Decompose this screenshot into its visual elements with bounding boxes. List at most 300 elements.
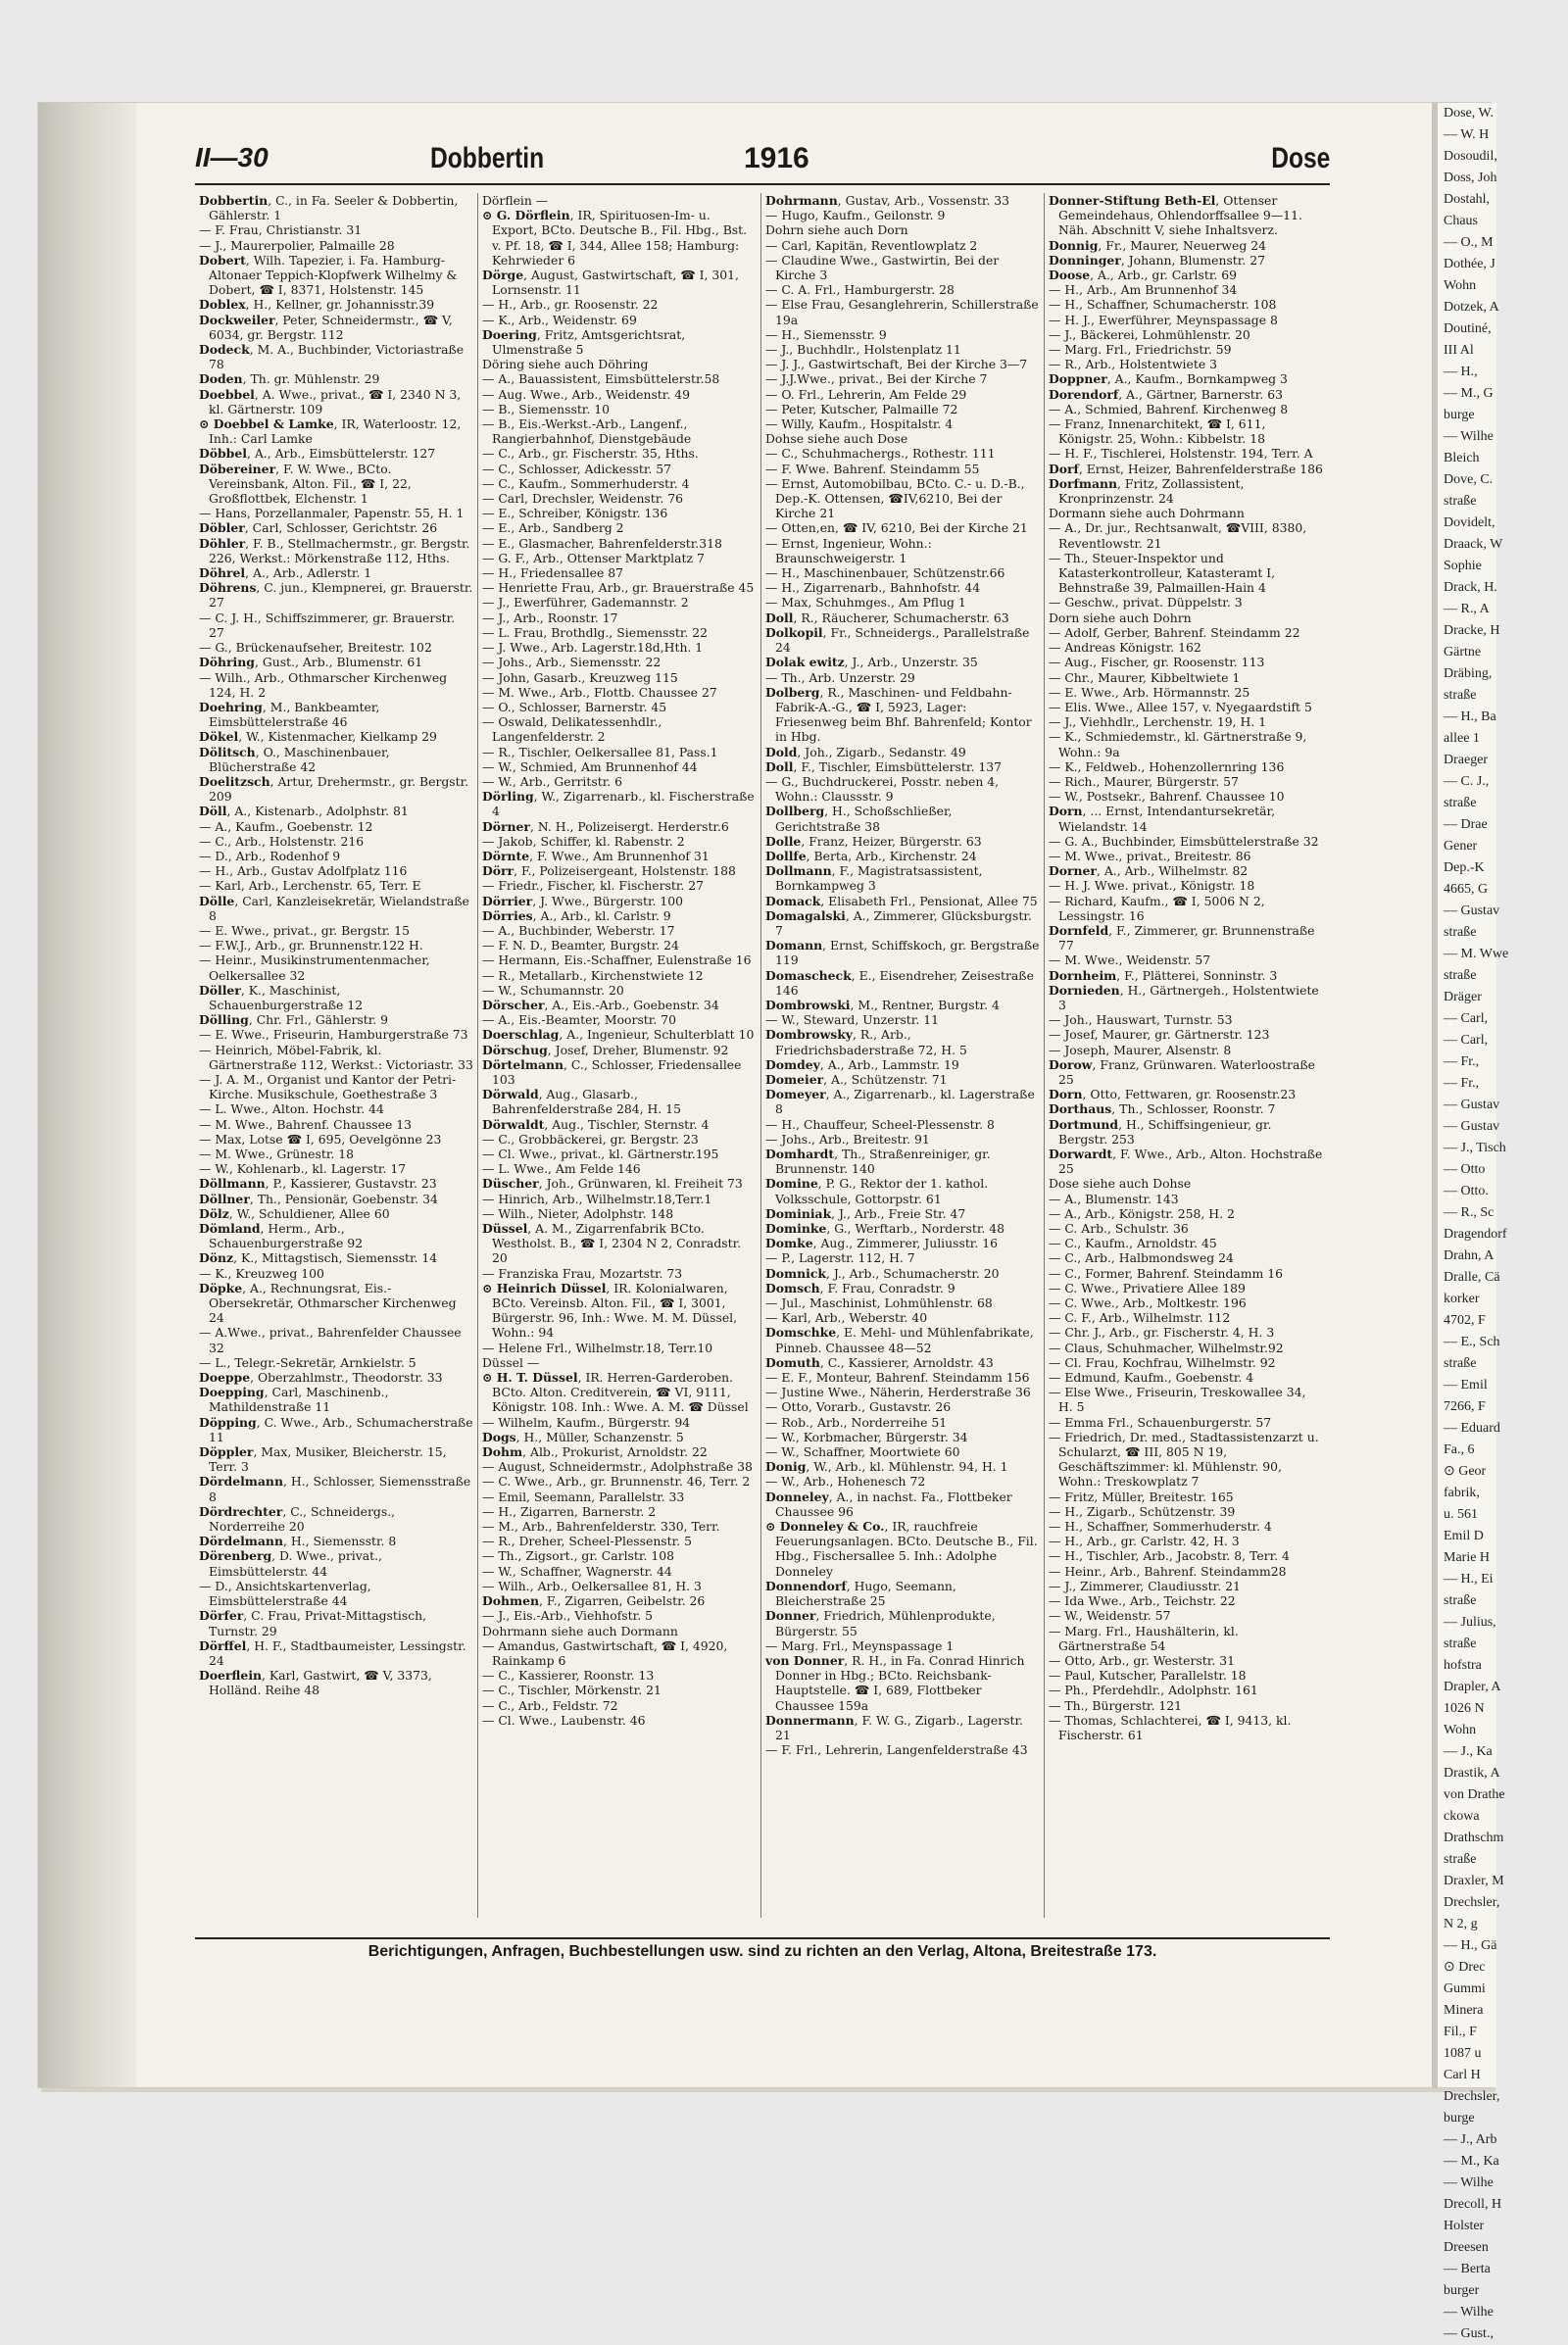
strip-line: N 2, g bbox=[1444, 1917, 1478, 1931]
directory-entry: — M. Wwe., Bahrenf. Chaussee 13 bbox=[199, 1116, 413, 1132]
directory-entry: Döll, A., Kistenarb., Adolphstr. 81 bbox=[199, 804, 409, 819]
strip-line: — Carl, bbox=[1444, 1011, 1489, 1026]
directory-entry: Dölitsch, O., Maschinenbauer, Blücherstraße 42 bbox=[199, 744, 390, 774]
strip-line: Draeger bbox=[1444, 753, 1489, 767]
directory-entry: Dörscher, A., Eis.-Arb., Goebenstr. 34 bbox=[482, 997, 719, 1012]
directory-entry: — Aug., Fischer, gr. Roosenstr. 113 bbox=[1049, 655, 1265, 670]
directory-entry: — Marg. Frl., Friedrichstr. 59 bbox=[1049, 342, 1232, 358]
directory-entry: — C., Kassierer, Roonstr. 13 bbox=[482, 1668, 655, 1684]
directory-entry: Dörtelmann, C., Schlosser, Friedensallee 103 bbox=[482, 1056, 742, 1087]
directory-entry: — C., Arb., Holstenstr. 216 bbox=[199, 833, 365, 849]
strip-line: Drapler, A bbox=[1444, 1680, 1501, 1694]
directory-entry: — J., Arb., Roonstr. 17 bbox=[482, 610, 618, 625]
directory-entry: — Emma Frl., Schauenburgerstr. 57 bbox=[1049, 1414, 1272, 1430]
directory-entry: — H., Friedensallee 87 bbox=[482, 565, 624, 581]
directory-entry: Doebbel, A. Wwe., privat., ☎ I, 2340 N 3, kl. Gärtnerstr. 109 bbox=[199, 386, 462, 416]
directory-entry: Dörflein — bbox=[482, 193, 549, 208]
directory-entry: — W., Schaffner, Wagnerstr. 44 bbox=[482, 1563, 672, 1579]
directory-entry: — J., Zimmerer, Claudiusstr. 21 bbox=[1049, 1578, 1241, 1593]
directory-entry: — Th., Zigsort., gr. Carlstr. 108 bbox=[482, 1548, 674, 1564]
directory-entry: — E. Wwe., privat., gr. Bergstr. 15 bbox=[199, 922, 410, 938]
strip-line: Dragendorf bbox=[1444, 1227, 1507, 1242]
strip-line: Dovidelt, bbox=[1444, 515, 1495, 530]
directory-entry: ⊙ Donneley & Co., IR, rauchfreie Feuerungsanlagen. BCto. Deutsche B., Fil. Hbg., Fischersallee 5. Inh.: Adolphe Donneley bbox=[765, 1519, 1038, 1579]
directory-entry: Dogs, H., Müller, Schanzenstr. 5 bbox=[482, 1429, 684, 1444]
directory-entry: — R., Arb., Holstentwiete 3 bbox=[1049, 357, 1217, 372]
directory-entry: Dördelmann, H., Siemensstr. 8 bbox=[199, 1534, 397, 1549]
directory-entry: Donner, Friedrich, Mühlenprodukte, Bürgerstr. 55 bbox=[765, 1608, 996, 1638]
directory-entry: Dorfmann, Fritz, Zollassistent, Kronprinzenstr. 24 bbox=[1049, 475, 1245, 507]
directory-entry: Dörschug, Josef, Dreher, Blumenstr. 92 bbox=[482, 1042, 729, 1057]
directory-entry: Dohm, Alb., Prokurist, Arnoldstr. 22 bbox=[482, 1444, 708, 1460]
directory-entry: Domhardt, Th., Straßenreiniger, gr. Brunnenstr. 140 bbox=[765, 1147, 991, 1177]
directory-entry: Domke, Aug., Zimmerer, Juliusstr. 16 bbox=[765, 1236, 998, 1251]
directory-entry: — Richard, Kaufm., ☎ I, 5006 N 2, Lessingstr. 16 bbox=[1049, 893, 1265, 923]
directory-entry: Dollfe, Berta, Arb., Kirchenstr. 24 bbox=[765, 848, 977, 863]
directory-entry: — Cl. Wwe., privat., kl. Gärtnerstr.195 bbox=[482, 1147, 719, 1161]
directory-entry: — A., Arb., Königstr. 258, H. 2 bbox=[1049, 1205, 1235, 1221]
directory-entry: — D., Ansichtskartenverlag, Eimsbüttelerstraße 44 bbox=[199, 1578, 371, 1609]
directory-entry: — Johs., Arb., Breitestr. 91 bbox=[765, 1131, 930, 1147]
directory-entry: Domascheck, E., Eisendreher, Zeisestraße 146 bbox=[765, 967, 1034, 998]
directory-entry: Dohmen, F., Zigarren, Geibelstr. 26 bbox=[482, 1593, 706, 1609]
strip-line: — C. J., bbox=[1444, 774, 1490, 789]
strip-line: straße bbox=[1444, 968, 1477, 983]
directory-entry: Doerschlag, A., Ingenieur, Schulterblatt 10 bbox=[482, 1027, 755, 1043]
directory-entry: Dominiak, J., Arb., Freie Str. 47 bbox=[765, 1205, 966, 1221]
directory-entry: — R., Metallarb., Kirchenstwiete 12 bbox=[482, 967, 704, 983]
directory-entry: — O., Schlosser, Barnerstr. 45 bbox=[482, 699, 667, 714]
strip-line: Dreesen bbox=[1444, 2240, 1489, 2255]
directory-entry: — Else Frau, Gesanglehrerin, Schillerstraße 19a bbox=[765, 297, 1039, 327]
strip-line: — Julius, bbox=[1444, 1615, 1496, 1630]
strip-line: Draxler, M bbox=[1444, 1874, 1504, 1888]
header-rule bbox=[195, 183, 1330, 185]
directory-entry: Donnendorf, Hugo, Seemann, Bleicherstraße 25 bbox=[765, 1578, 956, 1609]
strip-line: Holster bbox=[1444, 2219, 1485, 2233]
directory-entry: Dörfer, C. Frau, Privat-Mittagstisch, Turnstr. 29 bbox=[199, 1608, 427, 1638]
strip-line: Dosoudil, bbox=[1444, 149, 1497, 164]
strip-line: Dose, W. bbox=[1444, 106, 1494, 121]
directory-entry: — C., Kaufm., Arnoldstr. 45 bbox=[1049, 1236, 1217, 1251]
directory-entry: Domann, Ernst, Schiffskoch, gr. Bergstraße 119 bbox=[765, 938, 1040, 968]
directory-entry: — M. Wwe., Arb., Flottb. Chaussee 27 bbox=[482, 684, 717, 700]
strip-line: ⊙ Geor bbox=[1444, 1464, 1487, 1479]
directory-entry: — O. Frl., Lehrerin, Am Felde 29 bbox=[765, 386, 967, 402]
strip-line: 1026 N bbox=[1444, 1701, 1485, 1716]
directory-entry: — John, Gasarb., Kreuzweg 115 bbox=[482, 669, 678, 685]
directory-entry: Doblex, H., Kellner, gr. Johannisstr.39 bbox=[199, 297, 435, 313]
strip-line: Drechsler, bbox=[1444, 2089, 1500, 2104]
directory-entry: — Otto, Arb., gr. Westerstr. 31 bbox=[1049, 1652, 1235, 1668]
strip-line: — M. Wwe bbox=[1444, 947, 1509, 961]
directory-entry: Donneley, A., in nachst. Fa., Flottbeker Chaussee 96 bbox=[765, 1489, 1012, 1519]
directory-entry: — C., Schuhmachergs., Rothestr. 111 bbox=[765, 446, 996, 462]
directory-entry: Döpping, C. Wwe., Arb., Schumacherstraße 11 bbox=[199, 1414, 473, 1444]
directory-entry: — E. Wwe., Arb. Hörmannstr. 25 bbox=[1049, 684, 1250, 700]
strip-line: Marie H bbox=[1444, 1550, 1491, 1565]
directory-entry: — H., Arb., Gustav Adolfplatz 116 bbox=[199, 863, 408, 879]
directory-entry: — Hermann, Eis.-Schaffner, Eulenstraße 16 bbox=[482, 953, 752, 968]
directory-entry: — Chr., Maurer, Kibbeltwiete 1 bbox=[1049, 669, 1241, 685]
directory-entry: — A., Schmied, Bahrenf. Kirchenweg 8 bbox=[1049, 401, 1289, 416]
directory-entry: — A., Buchbinder, Weberstr. 17 bbox=[482, 922, 675, 938]
strip-line: — H., Ba bbox=[1444, 709, 1496, 724]
directory-entry: — Emil, Seemann, Parallelstr. 33 bbox=[482, 1489, 685, 1504]
strip-line: Drack, H. bbox=[1444, 580, 1497, 595]
directory-entry: Döbler, Carl, Schlosser, Gerichtstr. 26 bbox=[199, 520, 438, 536]
directory-entry: — H., Siemensstr. 9 bbox=[765, 326, 887, 342]
directory-entry: — E. F., Monteur, Bahrenf. Steindamm 156 bbox=[765, 1370, 1030, 1386]
strip-line: Dracke, H bbox=[1444, 623, 1500, 638]
directory-entry: Dohrn siehe auch Dorn bbox=[765, 222, 908, 238]
directory-entry: — Josef, Maurer, gr. Gärtnerstr. 123 bbox=[1049, 1027, 1270, 1043]
directory-entry: Dornheim, F., Plätterei, Sonninstr. 3 bbox=[1049, 967, 1278, 983]
directory-entry: Domeyer, A., Zigarrenarb., kl. Lagerstraße 8 bbox=[765, 1087, 1035, 1117]
directory-entry: — Heinr., Musikinstrumentenmacher, Oelkersallee 32 bbox=[199, 953, 430, 983]
strip-line: — Otto. bbox=[1444, 1184, 1489, 1198]
directory-entry: — Paul, Kutscher, Parallelstr. 18 bbox=[1049, 1668, 1247, 1684]
strip-line: — R., A bbox=[1444, 602, 1490, 616]
strip-line: Sophie bbox=[1444, 559, 1482, 573]
strip-line: straße bbox=[1444, 925, 1477, 940]
strip-line: von Drathe bbox=[1444, 1787, 1505, 1802]
directory-entry: — J. Wwe., Arb. Lagerstr.18d,Hth. 1 bbox=[482, 640, 704, 656]
directory-entry: Dökel, W., Kistenmacher, Kielkamp 29 bbox=[199, 729, 437, 745]
directory-entry: — H., Arb., gr. Roosenstr. 22 bbox=[482, 297, 659, 313]
directory-entry: — W., Schumannstr. 20 bbox=[482, 982, 624, 998]
directory-entry: — A., Bauassistent, Eimsbüttelerstr.58 bbox=[482, 371, 720, 387]
directory-entry: — F.W.J., Arb., gr. Brunnenstr.122 H. bbox=[199, 938, 423, 953]
strip-line: Dralle, Cä bbox=[1444, 1270, 1500, 1285]
strip-line: — Gust., bbox=[1444, 2326, 1494, 2341]
right-keyword: Dose bbox=[1270, 142, 1330, 174]
directory-entry: Dolak ewitz, J., Arb., Unzerstr. 35 bbox=[765, 655, 978, 670]
strip-line: — J., Tisch bbox=[1444, 1141, 1506, 1155]
directory-entry: — C. F., Arb., Wilhelmstr. 112 bbox=[1049, 1310, 1231, 1326]
directory-entry: — Hans, Porzellanmaler, Papenstr. 55, H. 1 bbox=[199, 506, 465, 521]
directory-entry: von Donner, R. H., in Fa. Conrad Hinrich Donner in Hbg.; BCto. Reichsbank-Hauptstelle. ☎ I, 689, Flottbeker Chaussee 159a bbox=[765, 1652, 1025, 1713]
directory-entry: Donner-Stiftung Beth-El, Ottenser Gemeindehaus, Ohlendorffsallee 9—11. Näh. Abschnitt V, siehe Inhaltsverz. bbox=[1049, 193, 1302, 238]
directory-entry: — H., Tischler, Arb., Jacobstr. 8, Terr. 4 bbox=[1049, 1548, 1290, 1564]
directory-entry: Dorn, Otto, Fettwaren, gr. Roosenstr.23 bbox=[1049, 1087, 1297, 1102]
directory-entry: — Carl, Drechsler, Weidenstr. 76 bbox=[482, 491, 683, 507]
directory-entry: — Claudine Wwe., Gastwirtin, Bei der Kirche 3 bbox=[765, 252, 1000, 283]
strip-line: straße bbox=[1444, 796, 1477, 810]
directory-entry: — W., Schmied, Am Brunnenhof 44 bbox=[482, 758, 698, 774]
strip-line: Gummi bbox=[1444, 1981, 1486, 1996]
directory-entry: — C. J. H., Schiffszimmerer, gr. Brauerstr. 27 bbox=[199, 610, 456, 640]
directory-entry: — G., Brückenaufseher, Breitestr. 102 bbox=[199, 640, 432, 656]
strip-line: — Berta bbox=[1444, 2262, 1491, 2276]
strip-line: Bleich bbox=[1444, 451, 1480, 465]
directory-entry: — Hugo, Kaufm., Geilonstr. 9 bbox=[765, 208, 946, 223]
directory-entry: Donninger, Johann, Blumenstr. 27 bbox=[1049, 252, 1265, 268]
strip-line: — H., Gä bbox=[1444, 1938, 1497, 1953]
directory-entry: Dohrmann siehe auch Dormann bbox=[482, 1623, 678, 1638]
directory-entry: Dortmund, H., Schiffsingenieur, gr. Bergstr. 253 bbox=[1049, 1116, 1272, 1147]
strip-line: Chaus bbox=[1444, 214, 1478, 228]
directory-entry: — M. Wwe., Grünestr. 18 bbox=[199, 1147, 355, 1161]
directory-entry: — Friedrich, Dr. med., Stadtassistenzarzt u. Schularzt, ☎ III, 805 N 19, Geschäftszimmer: kl. Mühlenstr. 90, Wohn.: Treskowplatz 7 bbox=[1049, 1429, 1319, 1490]
directory-entry: Döpke, A., Rechnungsrat, Eis.-Obersekretär, Othmarscher Kirchenweg 24 bbox=[199, 1280, 457, 1326]
strip-line: Fa., 6 bbox=[1444, 1442, 1475, 1457]
directory-entry: — J. A. M., Organist und Kantor der Petri-Kirche. Musikschule, Goethestraße 3 bbox=[199, 1071, 457, 1102]
directory-entry: — A., Kaufm., Goebenstr. 12 bbox=[199, 818, 373, 834]
directory-entry: Döhrens, C. jun., Klempnerei, gr. Brauerstr. 27 bbox=[199, 580, 473, 611]
directory-entry: — C. A. Frl., Hamburgerstr. 28 bbox=[765, 282, 955, 298]
directory-entry: — Aug. Wwe., Arb., Weidenstr. 49 bbox=[482, 386, 690, 402]
column-4 bbox=[1045, 193, 1328, 1918]
strip-line: Wohn bbox=[1444, 278, 1477, 293]
directory-entry: — Th., Bürgerstr. 121 bbox=[1049, 1697, 1183, 1713]
directory-entry: — L. Frau, Brothdlg., Siemensstr. 22 bbox=[482, 624, 709, 640]
strip-line: Gärtne bbox=[1444, 645, 1482, 660]
directory-entry: Döhrel, A., Arb., Adlerstr. 1 bbox=[199, 565, 372, 581]
directory-entry: Dombrowski, M., Rentner, Burgstr. 4 bbox=[765, 997, 1000, 1012]
strip-line: u. 561 bbox=[1444, 1507, 1478, 1522]
directory-columns bbox=[195, 193, 1330, 1918]
directory-entry: — Fritz, Müller, Breitestr. 165 bbox=[1049, 1489, 1234, 1504]
directory-entry: Dorwardt, F. Wwe., Arb., Alton. Hochstraße 25 bbox=[1049, 1147, 1323, 1177]
directory-entry: — Marg. Frl., Haushälterin, kl. Gärtnerstraße 54 bbox=[1049, 1623, 1239, 1653]
directory-entry: Dodeck, M. A., Buchbinder, Victoriastraße 78 bbox=[199, 342, 465, 372]
directory-entry: Döllmann, P., Kassierer, Gustavstr. 23 bbox=[199, 1176, 437, 1192]
strip-line: — H., Ei bbox=[1444, 1572, 1494, 1587]
directory-entry: Dölz, W., Schuldiener, Allee 60 bbox=[199, 1205, 390, 1221]
directory-entry: Dörling, W., Zigarrenarb., kl. Fischerstraße 4 bbox=[482, 789, 755, 819]
directory-entry: ⊙ H. T. Düssel, IR. Herren-Garderoben. BCto. Alton. Creditverein, ☎ VI, 9111, Königstr. 108. Inh.: Wwe. A. M. ☎ Düssel bbox=[482, 1370, 749, 1415]
year: 1916 bbox=[744, 142, 809, 174]
strip-line: — Carl, bbox=[1444, 1033, 1489, 1048]
directory-entry: — H., Schaffner, Sommerhuderstr. 4 bbox=[1049, 1519, 1272, 1535]
directory-entry: — H. J., Ewerführer, Meynspassage 8 bbox=[1049, 312, 1278, 327]
strip-line: Dothée, J bbox=[1444, 257, 1495, 271]
directory-entry: — Heinrich, Möbel-Fabrik, kl. Gärtnerstraße 112, Werkst.: Victoriastr. 33 bbox=[199, 1042, 473, 1072]
directory-entry: — H., Arb., gr. Carlstr. 42, H. 3 bbox=[1049, 1534, 1240, 1549]
directory-entry: — K., Schmiedemstr., kl. Gärtnerstraße 9, Wohn.: 9a bbox=[1049, 729, 1307, 759]
directory-entry: Dorow, Franz, Grünwaren. Waterloostraße 25 bbox=[1049, 1056, 1315, 1087]
directory-entry: Dollberg, H., Schoßschließer, Gerichtstraße 38 bbox=[765, 804, 953, 834]
directory-entry: — B., Siemensstr. 10 bbox=[482, 401, 610, 416]
strip-line: — W. H bbox=[1444, 127, 1490, 142]
strip-line: Wohn bbox=[1444, 1723, 1477, 1737]
directory-entry: — Th., Arb. Unzerstr. 29 bbox=[765, 669, 915, 685]
strip-line: ⊙ Drec bbox=[1444, 1960, 1486, 1975]
directory-entry: — Helene Frl., Wilhelmstr.18, Terr.10 bbox=[482, 1340, 713, 1355]
directory-entry: — A., Eis.-Beamter, Moorstr. 70 bbox=[482, 1012, 676, 1028]
directory-entry: — Marg. Frl., Meynspassage 1 bbox=[765, 1637, 955, 1653]
directory-entry: Domdey, A., Arb., Lammstr. 19 bbox=[765, 1056, 959, 1072]
strip-line: — Gustav bbox=[1444, 1119, 1500, 1134]
directory-entry: Domeier, A., Schützenstr. 71 bbox=[765, 1071, 948, 1087]
directory-entry: — F. Frl., Lehrerin, Langenfelderstraße 43 bbox=[765, 1742, 1028, 1758]
directory-entry: Dominke, G., Werftarb., Norderstr. 48 bbox=[765, 1221, 1005, 1237]
directory-entry: Dorf, Ernst, Heizer, Bahrenfelderstraße 186 bbox=[1049, 461, 1323, 476]
directory-entry: Dombrowsky, R., Arb., Friedrichsbaderstraße 72, H. 5 bbox=[765, 1027, 967, 1057]
directory-entry: — E., Arb., Sandberg 2 bbox=[482, 520, 624, 536]
directory-entry: — Else Wwe., Friseurin, Treskowallee 34, H. 5 bbox=[1049, 1385, 1306, 1415]
directory-entry: — A., Dr. jur., Rechtsanwalt, ☎VIII, 8380, Reventlowstr. 21 bbox=[1049, 520, 1307, 551]
strip-line: burge bbox=[1444, 2111, 1475, 2125]
page-header bbox=[195, 142, 1330, 185]
directory-entry: Dolberg, R., Maschinen- und Feldbahn-Fabrik-A.-G., ☎ I, 5923, Lager: Friesenweg beim Bhf. Bahrenfeld; Kontor in Hbg. bbox=[765, 684, 1032, 745]
directory-entry: — Henriette Frau, Arb., gr. Brauerstraße 45 bbox=[482, 580, 755, 596]
column-1 bbox=[195, 193, 478, 1918]
strip-line: — Fr., bbox=[1444, 1076, 1480, 1091]
directory-entry: — C. Wwe., Privatiere Allee 189 bbox=[1049, 1280, 1246, 1295]
directory-entry: — Wilhelm, Kaufm., Bürgerstr. 94 bbox=[482, 1414, 691, 1430]
column-3 bbox=[761, 193, 1045, 1918]
strip-line: — M., Ka bbox=[1444, 2154, 1499, 2169]
directory-entry: Dockweiler, Peter, Schneidermstr., ☎ V, 6034, gr. Bergstr. 112 bbox=[199, 312, 453, 342]
strip-line: fabrik, bbox=[1444, 1486, 1480, 1500]
strip-line: Dostahl, bbox=[1444, 192, 1491, 207]
directory-entry: Doll, R., Räucherer, Schumacherstr. 63 bbox=[765, 610, 1009, 625]
directory-entry: — W., Korbmacher, Bürgerstr. 34 bbox=[765, 1429, 968, 1444]
directory-entry: — K., Feldweb., Hohenzollernring 136 bbox=[1049, 758, 1285, 774]
directory-entry: Domschke, E. Mehl- und Mühlenfabrikate, Pinneb. Chaussee 48—52 bbox=[765, 1325, 1034, 1355]
directory-entry: Doerflein, Karl, Gastwirt, ☎ V, 3373, Holländ. Reihe 48 bbox=[199, 1668, 432, 1698]
directory-entry: — E., Glasmacher, Bahrenfelderstr.318 bbox=[482, 535, 722, 551]
directory-entry: — B., Eis.-Werkst.-Arb., Langenf., Rangierbahnhof, Dienstgebäude bbox=[482, 416, 692, 447]
directory-entry: — C. Wwe., Arb., gr. Brunnenstr. 46, Terr. 2 bbox=[482, 1474, 751, 1490]
strip-line: burger bbox=[1444, 2283, 1480, 2298]
directory-entry: Dollmann, F., Magistratsassistent, Bornkampweg 3 bbox=[765, 863, 983, 894]
directory-entry: — C., Arb., Halbmondsweg 24 bbox=[1049, 1250, 1234, 1266]
directory-entry: — J. J., Gastwirtschaft, Bei der Kirche 3—7 bbox=[765, 357, 1028, 372]
directory-entry: — Franziska Frau, Mozartstr. 73 bbox=[482, 1265, 683, 1281]
strip-line: straße bbox=[1444, 1637, 1477, 1651]
directory-entry: — Rob., Arb., Norderreihe 51 bbox=[765, 1414, 948, 1430]
directory-entry: Domsch, F. Frau, Conradstr. 9 bbox=[765, 1280, 956, 1295]
strip-line: straße bbox=[1444, 688, 1477, 703]
directory-entry: — C., Kaufm., Sommerhuderstr. 4 bbox=[482, 475, 690, 491]
strip-line: Drathschm bbox=[1444, 1831, 1504, 1845]
strip-line: — Emil bbox=[1444, 1378, 1488, 1392]
directory-entry: — Jul., Maschinist, Lohmühlenstr. 68 bbox=[765, 1295, 993, 1311]
directory-entry: — Franz, Innenarchitekt, ☎ I, 611, Königstr. 25, Wohn.: Kibbelstr. 18 bbox=[1049, 416, 1266, 447]
directory-entry: Dörwaldt, Aug., Tischler, Sternstr. 4 bbox=[482, 1116, 710, 1132]
directory-entry: Donnermann, F. W. G., Zigarb., Lagerstr. 21 bbox=[765, 1712, 1023, 1742]
strip-line: — Eduard bbox=[1444, 1421, 1500, 1436]
strip-line: — J., Ka bbox=[1444, 1744, 1493, 1759]
directory-entry: Dördelmann, H., Schlosser, Siemensstraße 8 bbox=[199, 1474, 471, 1504]
directory-entry: — E. Wwe., Friseurin, Hamburgerstraße 73 bbox=[199, 1027, 468, 1043]
directory-entry: — H., Zigarb., Schützenstr. 39 bbox=[1049, 1503, 1236, 1519]
directory-entry: Döhler, F. B., Stellmachermstr., gr. Bergstr. 226, Werkst.: Mörkenstraße 112, Hths. bbox=[199, 535, 470, 565]
directory-entry: — Oswald, Delikatessenhdlr., Langenfelderstr. 2 bbox=[482, 714, 662, 745]
directory-entry: — W., Kohlenarb., kl. Lagerstr. 17 bbox=[199, 1161, 407, 1177]
strip-line: hofstra bbox=[1444, 1658, 1482, 1673]
strip-line: — E., Sch bbox=[1444, 1335, 1500, 1349]
strip-line: — Wilhe bbox=[1444, 429, 1494, 444]
directory-entry: Dohse siehe auch Dose bbox=[765, 431, 908, 447]
directory-entry: — Max, Lotse ☎ I, 695, Oevelgönne 23 bbox=[199, 1131, 442, 1147]
page-binding-shadow bbox=[38, 103, 136, 2087]
strip-line: — Wilhe bbox=[1444, 2175, 1494, 2190]
strip-line: Dotzek, A bbox=[1444, 300, 1499, 315]
directory-entry: Döbbel, A., Arb., Eimsbüttelerstr. 127 bbox=[199, 446, 436, 462]
directory-page bbox=[37, 102, 1509, 2341]
directory-entry: — Wilh., Arb., Othmarscher Kirchenweg 124, H. 2 bbox=[199, 669, 448, 700]
strip-line: 7266, F bbox=[1444, 1399, 1486, 1414]
strip-line: — Gustav bbox=[1444, 1098, 1500, 1112]
directory-entry: Dorn, ... Ernst, Intendantursekretär, Wielandstr. 14 bbox=[1049, 804, 1276, 834]
directory-entry: — W., Arb., Hohenesch 72 bbox=[765, 1474, 926, 1490]
directory-entry: Döller, K., Maschinist, Schauenburgerstraße 12 bbox=[199, 982, 364, 1012]
directory-entry: — D., Arb., Rodenhof 9 bbox=[199, 848, 341, 863]
directory-entry: Dölling, Chr. Frl., Gählerstr. 9 bbox=[199, 1012, 389, 1028]
directory-entry: — C., Arb., gr. Fischerstr. 35, Hths. bbox=[482, 446, 699, 462]
directory-entry: — C. Arb., Schulstr. 36 bbox=[1049, 1221, 1189, 1237]
directory-entry: — Ida Wwe., Arb., Teichstr. 22 bbox=[1049, 1593, 1236, 1609]
directory-entry: — Heinr., Arb., Bahrenf. Steindamm28 bbox=[1049, 1563, 1287, 1579]
directory-entry: Dörge, August, Gastwirtschaft, ☎ I, 301, Lornsenstr. 11 bbox=[482, 268, 739, 298]
directory-entry: — J., Buchhdlr., Holstenplatz 11 bbox=[765, 342, 961, 358]
strip-line: 1087 u bbox=[1444, 2046, 1482, 2061]
strip-line: Dep.-K bbox=[1444, 860, 1485, 875]
directory-entry: — Cl. Frau, Kochfrau, Wilhelmstr. 92 bbox=[1049, 1354, 1276, 1370]
directory-entry: — L. Wwe., Alton. Hochstr. 44 bbox=[199, 1101, 384, 1117]
page-number: II—30 bbox=[195, 142, 269, 172]
directory-entry: Döllner, Th., Pensionär, Goebenstr. 34 bbox=[199, 1191, 438, 1206]
directory-entry: Donnig, Fr., Maurer, Neuerweg 24 bbox=[1049, 237, 1266, 253]
directory-entry: — Ph., Pferdehdlr., Adolphstr. 161 bbox=[1049, 1683, 1258, 1698]
strip-line: — Gustav bbox=[1444, 904, 1500, 918]
strip-line: — O., M bbox=[1444, 235, 1494, 250]
directory-entry: — Carl, Kapitän, Reventlowplatz 2 bbox=[765, 237, 978, 253]
directory-entry: — G. F., Arb., Ottenser Marktplatz 7 bbox=[482, 550, 705, 565]
directory-entry: Dornieden, H., Gärtnergeh., Holstentwiete 3 bbox=[1049, 982, 1319, 1012]
directory-entry: Düscher, Joh., Grünwaren, kl. Freiheit 73 bbox=[482, 1176, 743, 1192]
directory-entry: Dorner, A., Arb., Wilhelmstr. 82 bbox=[1049, 863, 1249, 879]
directory-entry: — C., Schlosser, Adickesstr. 57 bbox=[482, 461, 672, 476]
directory-entry: — Geschw., privat. Düppelstr. 3 bbox=[1049, 595, 1243, 611]
directory-entry: — Justine Wwe., Näherin, Herderstraße 36 bbox=[765, 1385, 1031, 1400]
directory-entry: — H., Schaffner, Schumacherstr. 108 bbox=[1049, 297, 1277, 313]
strip-line: Gener bbox=[1444, 839, 1478, 854]
directory-entry: — Ernst, Ingenieur, Wohn.: Braunschweigerstr. 1 bbox=[765, 535, 932, 565]
directory-entry: — J., Maurerpolier, Palmaille 28 bbox=[199, 237, 395, 253]
directory-entry: Döppler, Max, Musiker, Bleicherstr. 15, Terr. 3 bbox=[199, 1444, 447, 1475]
directory-entry: Dorn siehe auch Dohrn bbox=[1049, 610, 1192, 625]
directory-entry: Düssel — bbox=[482, 1354, 540, 1370]
directory-entry: — H., Zigarren, Barnerstr. 2 bbox=[482, 1503, 657, 1519]
directory-entry: Dohrmann, Gustav, Arb., Vossenstr. 33 bbox=[765, 193, 1010, 208]
directory-entry: — H., Maschinenbauer, Schützenstr.66 bbox=[765, 565, 1005, 581]
directory-entry: Dörenberg, D. Wwe., privat., Eimsbüttelerstr. 44 bbox=[199, 1548, 382, 1579]
strip-line: Doutiné, bbox=[1444, 321, 1492, 336]
directory-entry: — J., Eis.-Arb., Viehhofstr. 5 bbox=[482, 1608, 653, 1624]
directory-entry: — Cl. Wwe., Laubenstr. 46 bbox=[482, 1712, 646, 1728]
directory-entry: — Max, Schuhmges., Am Pflug 1 bbox=[765, 595, 966, 611]
directory-entry: Dormann siehe auch Dohrmann bbox=[1049, 506, 1245, 521]
directory-entry: — C., Arb., Feldstr. 72 bbox=[482, 1697, 618, 1713]
strip-line: Dräger bbox=[1444, 990, 1482, 1004]
directory-entry: — R., Dreher, Scheel-Plessenstr. 5 bbox=[482, 1534, 692, 1549]
strip-line: Draack, W bbox=[1444, 537, 1503, 552]
directory-entry: — R., Tischler, Oelkersallee 81, Pass.1 bbox=[482, 744, 718, 759]
directory-entry: Doden, Th. gr. Mühlenstr. 29 bbox=[199, 371, 380, 387]
directory-entry: Dönz, K., Mittagstisch, Siemensstr. 14 bbox=[199, 1250, 438, 1266]
directory-entry: — W., Postsekr., Bahrenf. Chaussee 10 bbox=[1049, 789, 1285, 805]
directory-entry: Doppner, A., Kaufm., Bornkampweg 3 bbox=[1049, 371, 1288, 387]
directory-entry: — Johs., Arb., Siemensstr. 22 bbox=[482, 655, 662, 670]
directory-entry: Doll, F., Tischler, Eimsbüttelerstr. 137 bbox=[765, 758, 1002, 774]
directory-entry: — W., Weidenstr. 57 bbox=[1049, 1608, 1171, 1624]
directory-entry: — Amandus, Gastwirtschaft, ☎ I, 4920, Rainkamp 6 bbox=[482, 1637, 728, 1668]
